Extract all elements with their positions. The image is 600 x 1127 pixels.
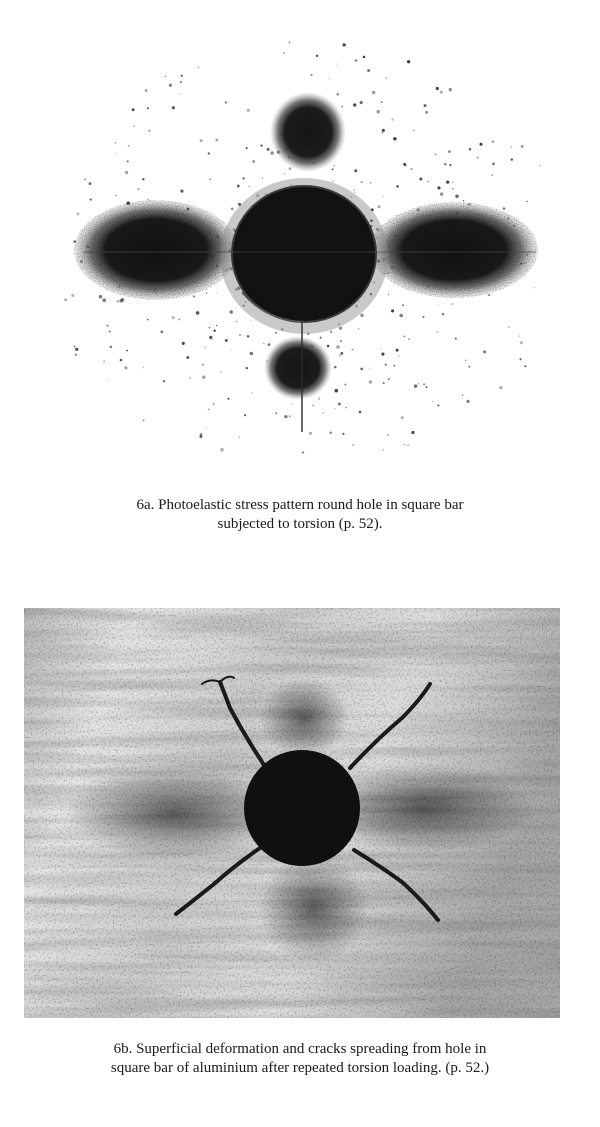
figure-6a-caption (40, 496, 560, 534)
stress-fringe-left (74, 200, 238, 300)
circular-hole (232, 186, 376, 322)
stress-fringe-top (270, 92, 346, 172)
caption-6a-line-1: 6a. Photoelastic stress pattern round hole in square bar (136, 497, 464, 513)
aluminium-hole (244, 750, 360, 866)
stress-fringe-right (370, 202, 538, 298)
caption-6a-line-2: subjected to torsion (p. 52). (217, 516, 383, 532)
figure-6b-caption (30, 1040, 570, 1078)
caption-6b-line-2: square bar of aluminium after repeated torsion loading. (p. 52.) (110, 1060, 490, 1076)
stress-fringe-bottom (264, 336, 332, 400)
figure-6a-photoelastic-image (60, 20, 560, 475)
caption-6b-line-1: 6b. Superficial deformation and cracks spreading from hole in (113, 1041, 487, 1057)
figure-6b-aluminium-image (24, 608, 560, 1018)
